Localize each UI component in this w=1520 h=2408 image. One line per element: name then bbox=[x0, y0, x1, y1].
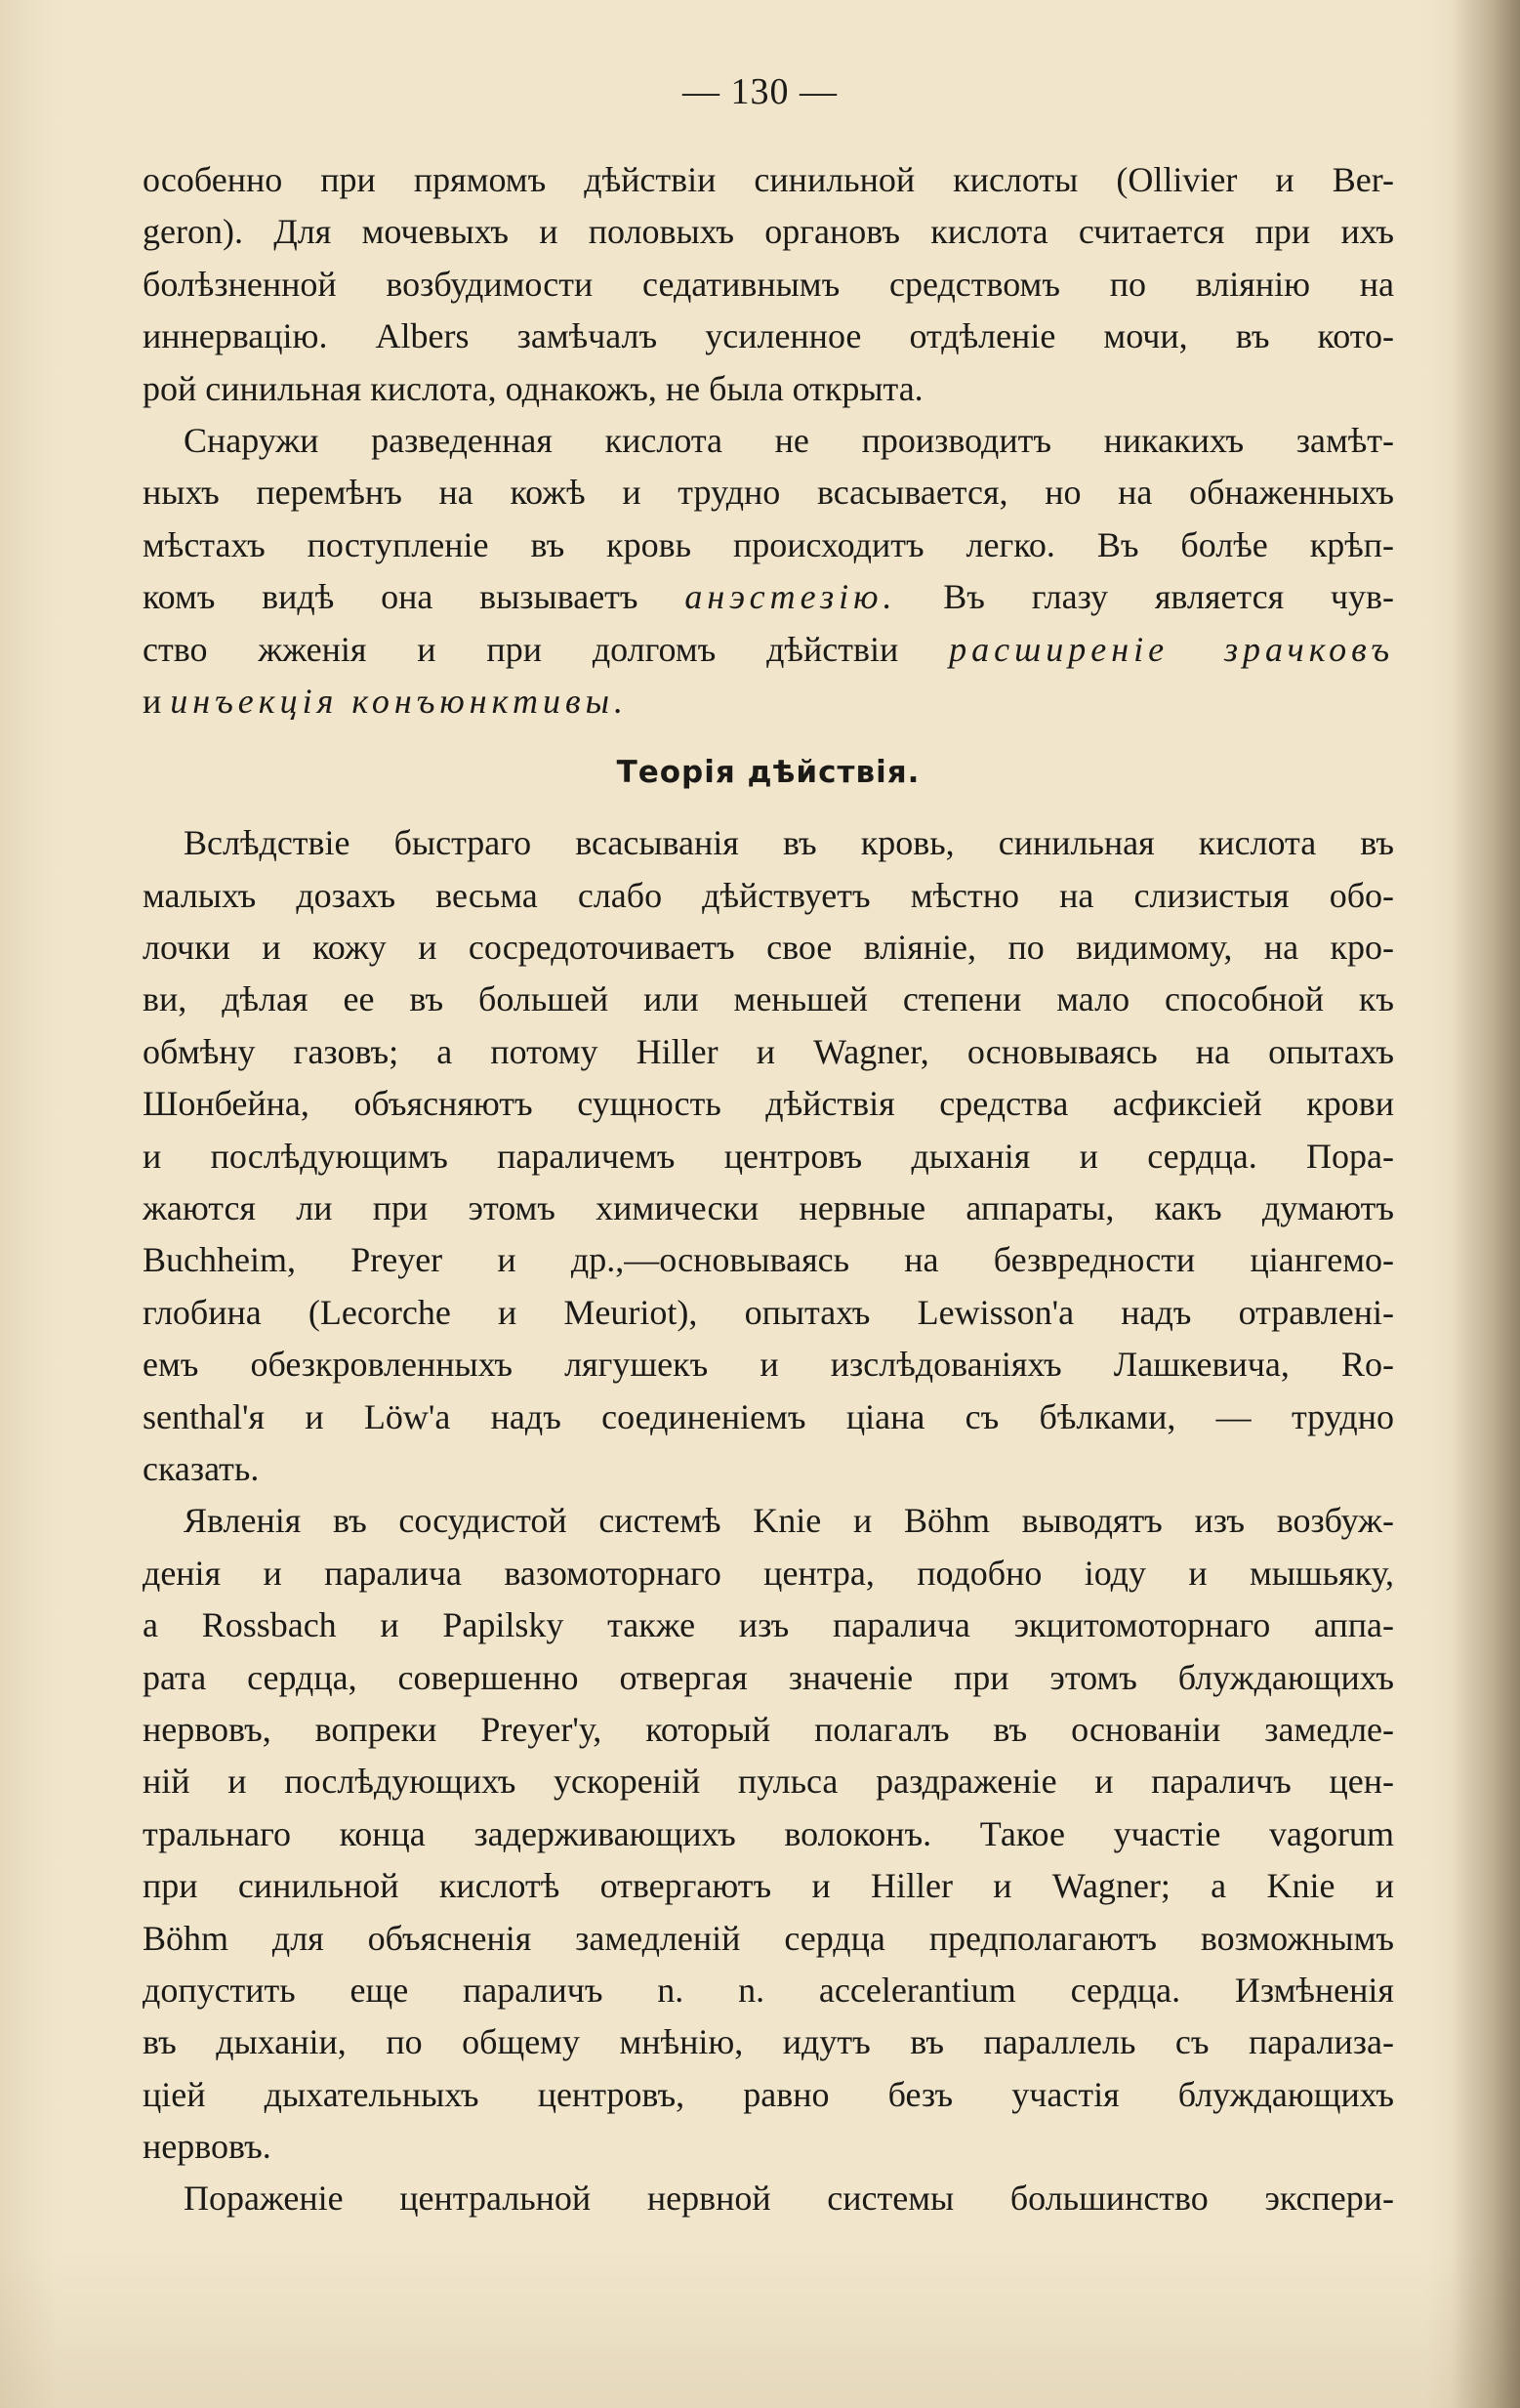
text-line: мѣстахъ поступленіе въ кровь происходитъ легко. Въ болѣе крѣп- bbox=[143, 524, 1394, 564]
text-line: Пораженіе центральной нервной системы большинство экспери- bbox=[184, 2179, 1394, 2219]
text-line: лочки и кожу и сосредоточиваетъ свое вліяніе, по видимому, на кро- bbox=[143, 928, 1394, 968]
paragraph-2 bbox=[143, 415, 1394, 727]
text-line: Böhm для объясненія замедленій сердца предполагаютъ возможнымъ bbox=[143, 1918, 1394, 1958]
text-line: Снаружи разведенная кислота не производитъ никакихъ замѣт- bbox=[184, 420, 1394, 460]
text-line: иннервацію. Albers замѣчалъ усиленное отдѣленіе мочи, въ кото- bbox=[143, 316, 1394, 356]
text-line: при синильной кислотѣ отвергаютъ и Hiller и Wagner; а Knie и bbox=[143, 1866, 1394, 1906]
text-line: и послѣдующимъ параличемъ центровъ дыханія и сердца. Пора- bbox=[143, 1136, 1394, 1176]
text-line: рата сердца, совершенно отвергая значеніе при этомъ блуждающихъ bbox=[143, 1657, 1394, 1697]
text-span: комъ видѣ она вызываетъ bbox=[143, 577, 638, 617]
text-line: Вслѣдствіе быстраго всасыванія въ кровь, синильная кислота въ bbox=[184, 823, 1394, 863]
section-heading: Теорія дѣйствія. bbox=[616, 755, 921, 791]
paragraph-5 bbox=[143, 2173, 1394, 2224]
text-line: нервовъ. bbox=[143, 2127, 271, 2167]
text-line: болѣзненной возбудимости седативнымъ средствомъ по вліянію на bbox=[143, 264, 1394, 304]
body-text bbox=[143, 154, 1394, 2225]
text-line: ціей дыхательныхъ центровъ, равно безъ участія блуждающихъ bbox=[143, 2074, 1394, 2114]
text-line: Шонбейна, объясняютъ сущность дѣйствія средства асфиксіей крови bbox=[143, 1084, 1394, 1124]
text-line: особенно при прямомъ дѣйствіи синильной кислоты (Ollivier и Ber- bbox=[143, 160, 1394, 199]
text-line: допустить еще параличъ n. n. accelerantium сердца. Измѣненія bbox=[143, 1970, 1394, 2010]
text-line bbox=[143, 676, 1394, 727]
text-line: ній и послѣдующихъ ускореній пульса раздраженіе и параличъ цен- bbox=[143, 1762, 1394, 1802]
text-span: и bbox=[143, 681, 162, 721]
text-line bbox=[143, 571, 1394, 623]
text-span: Въ глазу является чув- bbox=[943, 577, 1394, 617]
text-line: geron). Для мочевыхъ и половыхъ органовъ кислота считается при ихъ bbox=[143, 212, 1394, 252]
text-line: а Rossbach и Papilsky также изъ паралича экцитомоторнаго аппа- bbox=[143, 1605, 1394, 1645]
text-line: малыхъ дозахъ весьма слабо дѣйствуетъ мѣстно на слизистыя обо- bbox=[143, 875, 1394, 915]
spine-shadow bbox=[1452, 0, 1520, 2408]
text-line bbox=[143, 624, 1394, 676]
text-span: ство жженія и при долгомъ дѣйствіи bbox=[143, 629, 899, 669]
paragraph-3 bbox=[143, 817, 1394, 1495]
text-line: senthal'я и Löw'а надъ соединеніемъ ціана съ бѣлками, — трудно bbox=[143, 1396, 1394, 1436]
emphasis-conjunctiva-injection: инъекція конъюнктивы. bbox=[170, 681, 628, 721]
emphasis-anesthesia: анэстезію. bbox=[684, 577, 897, 617]
text-line: въ дыханіи, по общему мнѣнію, идутъ въ параллель съ парализа- bbox=[143, 2022, 1394, 2062]
page-number: — 130 — bbox=[682, 71, 838, 112]
text-line: нервовъ, вопреки Preyer'у, который полагалъ въ основаніи замедле- bbox=[143, 1709, 1394, 1749]
text-line: тральнаго конца задерживающихъ волоконъ. Такое участіе vagorum bbox=[143, 1813, 1394, 1853]
text-line: обмѣну газовъ; а потому Hiller и Wagner, основываясь на опытахъ bbox=[143, 1031, 1394, 1071]
text-line: рой синильная кислота, однакожъ, не была открыта. bbox=[143, 368, 924, 408]
text-line: Явленія въ сосудистой системѣ Knie и Böhm выводятъ изъ возбуж- bbox=[184, 1501, 1394, 1541]
text-line: Buchheim, Preyer и др.,—основываясь на безвредности ціангемо- bbox=[143, 1240, 1394, 1280]
text-line: емъ обезкровленныхъ лягушекъ и изслѣдованіяхъ Лашкевича, Ro- bbox=[143, 1345, 1394, 1385]
text-line: жаются ли при этомъ химически нервные аппараты, какъ думаютъ bbox=[143, 1188, 1394, 1228]
text-line: глобина (Lecorche и Meuriot), опытахъ Lewisson'а надъ отравлені- bbox=[143, 1292, 1394, 1332]
paragraph-4 bbox=[143, 1495, 1394, 2173]
text-line: ныхъ перемѣнъ на кожѣ и трудно всасывается, но на обнаженныхъ bbox=[143, 473, 1394, 513]
text-line: денія и паралича вазомоторнаго центра, подобно іоду и мышьяку, bbox=[143, 1553, 1394, 1593]
text-line: ви, дѣлая ее въ большей или меньшей степени мало способной къ bbox=[143, 979, 1394, 1019]
text-line: сказать. bbox=[143, 1448, 260, 1488]
emphasis-pupil-dilation: расширеніе зрачковъ bbox=[949, 629, 1394, 669]
paragraph-1 bbox=[143, 154, 1394, 415]
